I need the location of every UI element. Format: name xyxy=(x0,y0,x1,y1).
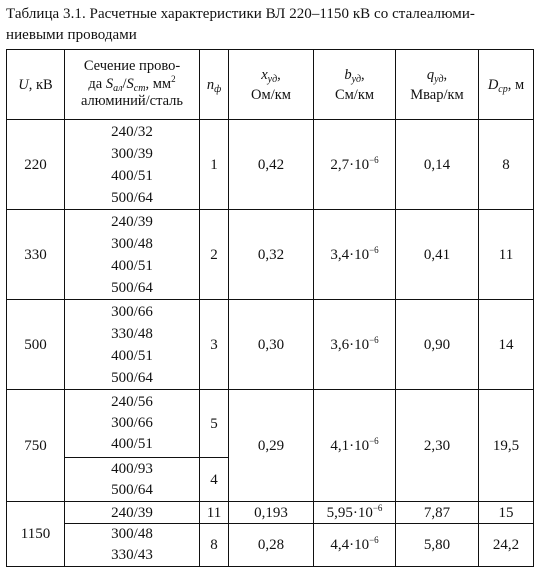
header-section: Сечение прово- да $S_{ал}/S_{ст}$, $мм^2$ алюминий/сталь xyxy=(65,50,200,120)
table-row-750 xyxy=(7,390,534,458)
conductors-cell: 11 xyxy=(200,502,229,524)
header-charging-power: $q_{уд}$, Мвар/км xyxy=(396,50,479,120)
section-cell: 240/39 xyxy=(65,502,200,524)
section-cell: 400/93 500/64 xyxy=(65,458,200,502)
table-row-1150 xyxy=(7,502,534,524)
header-mean-distance: $D_{ср}$, м xyxy=(479,50,534,120)
header-voltage: U, кВ xyxy=(7,50,65,120)
reactance-cell: 0,193 xyxy=(229,502,314,524)
reactance-cell: 0,32 xyxy=(229,210,314,300)
conductors-cell: 3 xyxy=(200,300,229,390)
voltage-cell: 750 xyxy=(7,390,65,502)
charging-power-cell: 0,14 xyxy=(396,120,479,210)
susceptance-cell: $4,1\cdot 10^{-6}$ xyxy=(314,390,396,502)
voltage-cell: 220 xyxy=(7,120,65,210)
charging-power-cell: 0,90 xyxy=(396,300,479,390)
header-susceptance: $b_{уд}$, См/км xyxy=(314,50,396,120)
line-characteristics-table xyxy=(6,49,534,567)
mean-distance-cell: 15 xyxy=(479,502,534,524)
conductors-cell: 4 xyxy=(200,458,229,502)
susceptance-cell: $5,95\cdot 10^{-6}$ xyxy=(314,502,396,524)
mean-distance-cell: 19,5 xyxy=(479,390,534,502)
reactance-cell: 0,30 xyxy=(229,300,314,390)
caption-line-2: ниевыми проводами xyxy=(6,27,137,43)
section-cell: 240/32 300/39 400/51 500/64 xyxy=(65,120,200,210)
susceptance-cell: $3,6\cdot 10^{-6}$ xyxy=(314,300,396,390)
table-row-1150-sub xyxy=(7,524,534,567)
mean-distance-cell: 24,2 xyxy=(479,524,534,567)
table-row-500 xyxy=(7,300,534,390)
header-conductors: $n_ф$ xyxy=(200,50,229,120)
reactance-cell: 0,28 xyxy=(229,524,314,567)
conductors-cell: 2 xyxy=(200,210,229,300)
conductors-cell: 5 xyxy=(200,390,229,458)
reactance-cell: 0,42 xyxy=(229,120,314,210)
section-cell: 300/66 330/48 400/51 500/64 xyxy=(65,300,200,390)
table-row-330 xyxy=(7,210,534,300)
charging-power-cell: 5,80 xyxy=(396,524,479,567)
header-row xyxy=(7,50,534,120)
mean-distance-cell: 14 xyxy=(479,300,534,390)
section-cell: 240/56 300/66 400/51 xyxy=(65,390,200,458)
susceptance-cell: $4,4\cdot 10^{-6}$ xyxy=(314,524,396,567)
susceptance-cell: $2,7\cdot 10^{-6}$ xyxy=(314,120,396,210)
charging-power-cell: 0,41 xyxy=(396,210,479,300)
voltage-cell: 330 xyxy=(7,210,65,300)
header-reactance: $x_{уд}$, Ом/км xyxy=(229,50,314,120)
susceptance-cell: $3,4\cdot 10^{-6}$ xyxy=(314,210,396,300)
mean-distance-cell: 8 xyxy=(479,120,534,210)
charging-power-cell: 7,87 xyxy=(396,502,479,524)
voltage-cell: 500 xyxy=(7,300,65,390)
voltage-cell: 1150 xyxy=(7,502,65,567)
conductors-cell: 8 xyxy=(200,524,229,567)
table-row-220 xyxy=(7,120,534,210)
section-cell: 240/39 300/48 400/51 500/64 xyxy=(65,210,200,300)
reactance-cell: 0,29 xyxy=(229,390,314,502)
conductors-cell: 1 xyxy=(200,120,229,210)
section-cell: 300/48 330/43 xyxy=(65,524,200,567)
caption-line-1: Таблица 3.1. Расчетные характеристики ВЛ 220–1150 кВ со сталеалюми- xyxy=(6,6,475,22)
charging-power-cell: 2,30 xyxy=(396,390,479,502)
table-caption xyxy=(6,4,534,46)
mean-distance-cell: 11 xyxy=(479,210,534,300)
